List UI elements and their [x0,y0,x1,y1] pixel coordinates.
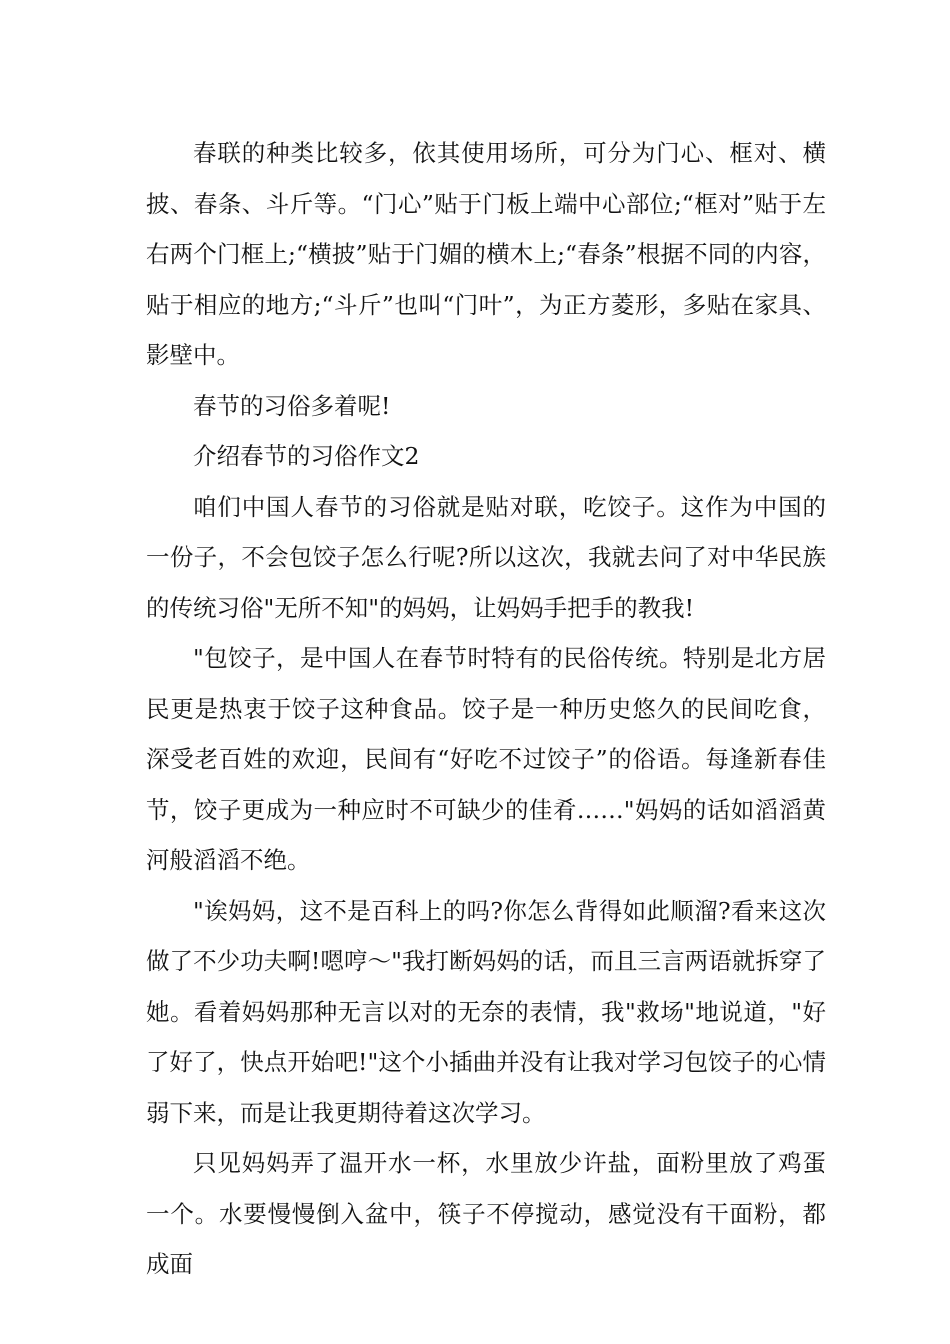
paragraph-couplet-types: 春联的种类比较多，依其使用场所，可分为门心、框对、横披、春条、斗斤等。“门心”贴于门板上端中心部位;“框对”贴于左右两个门框上;“横披”贴于门媚的横木上;“春条”根据不同的内容，贴于相应的地方;“斗斤”也叫“门叶”，为正方菱形，多贴在家具、影壁中。 [146,139,826,369]
paragraph-dumpling-intro: 咱们中国人春节的习俗就是贴对联，吃饺子。这作为中国的一份子，不会包饺子怎么行呢?所以这次，我就去问了对中华民族的传统习俗"无所不知"的妈妈，让妈妈手把手的教我! [146,492,826,622]
paragraph-customs-many: 春节的习俗多着呢! [193,391,391,420]
paragraph-dough-making: 只见妈妈弄了温开水一杯，水里放少许盐，面粉里放了鸡蛋一个。水要慢慢倒入盆中，筷子不停搅动，感觉没有干面粉，都成面 [146,1149,826,1278]
paragraph-interrupt: "诶妈妈，这不是百科上的吗?你怎么背得如此顺溜?看来这次做了不少功夫啊!嗯哼～"我打断妈妈的话，而且三言两语就拆穿了她。看着妈妈那种无言以对的无奈的表情，我"救场"地说道，"好了好了，快点开始吧!"这个小插曲并没有让我对学习包饺子的心情弱下来，而是让我更期待着这次学习。 [146,896,826,1127]
document-body [146,128,826,1290]
essay-title-2: 介绍春节的习俗作文2 [193,442,420,470]
paragraph-mother-speech: "包饺子，是中国人在春节时特有的民俗传统。特别是北方居民更是热衷于饺子这种食品。饺子是一种历史悠久的民间吃食，深受老百姓的欢迎，民间有“好吃不过饺子”的俗语。每逢新春佳节，饺子更成为一种应时不可缺少的佳肴……"妈妈的话如滔滔黄河般滔滔不绝。 [146,644,826,874]
